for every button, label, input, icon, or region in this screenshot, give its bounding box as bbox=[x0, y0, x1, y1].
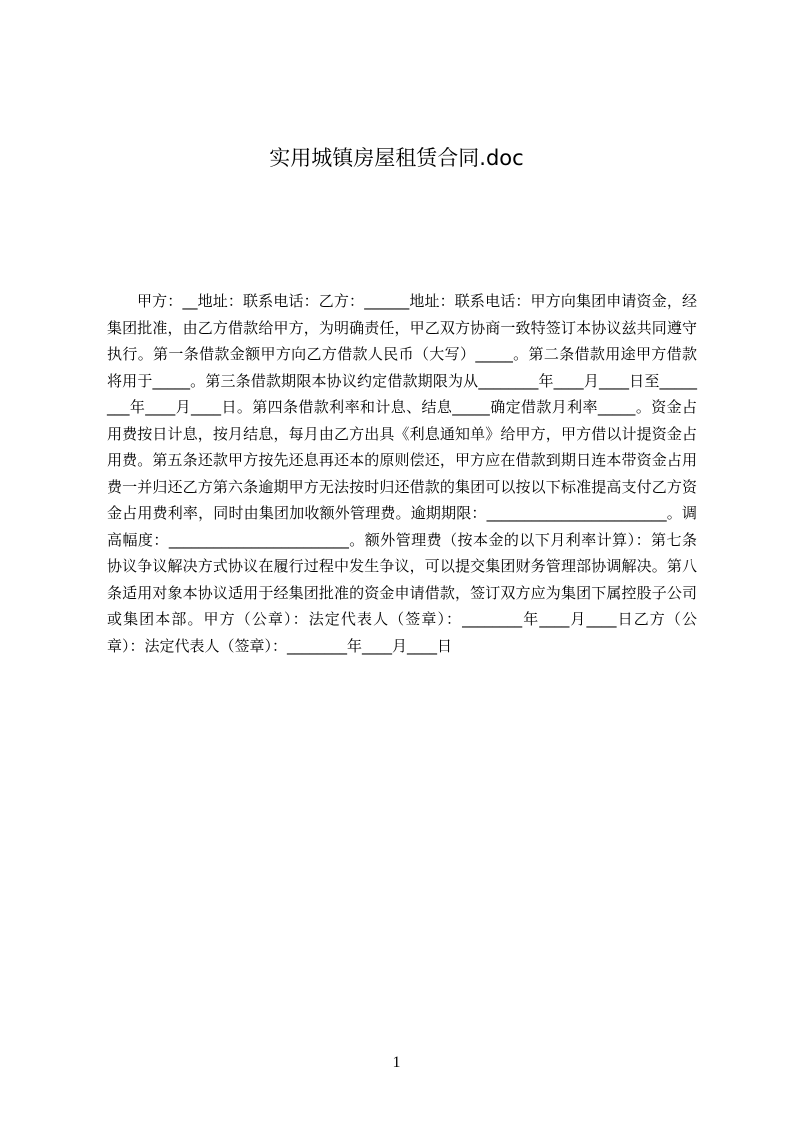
document-title: 实用城镇房屋租赁合同.doc bbox=[269, 146, 524, 170]
contract-body-text: 甲方：__地址：联系电话：乙方：______地址：联系电话：甲方向集团申请资金，经集团批准，由乙方借款给甲方，为明确责任，甲乙双方协商一致特签订本协议兹共同遵守执行。第一条借款金额甲方向乙方借款人民币（大写）_____。第二条借款用途甲方借款将用于_____。第三条借款期限本协议约定借款期限为从________年____月____日至________年____月____日。第四条借款利率和计息、结息_____确定借款月利率_____。资金占用费按日计息，按月结息，每月由乙方出具《利息通知单》给甲方，甲方借以计提资金占用费。第五条还款甲方按先还息再还本的原则偿还，甲方应在借款到期日连本带资金占用费一并归还乙方第六条逾期甲方无法按时归还借款的集团可以按以下标准提高支付乙方资金占用费利率，同时由集团加收额外管理费。逾期期限：________________________。调高幅度：________________________。额外管理费（按本金的以下月利率计算）：第七条协议争议解决方式协议在履行过程中发生争议，可以提交集团财务管理部协调解决。第八条适用对象本协议适用于经集团批准的资金申请借款，签订双方应为集团下属控股子公司或集团本部。甲方（公章）：法定代表人（签章）：________年____月____日乙方（公章）：法定代表人（签章）：________年____月____日 bbox=[107, 292, 697, 655]
page-number: 1 bbox=[392, 1054, 401, 1071]
